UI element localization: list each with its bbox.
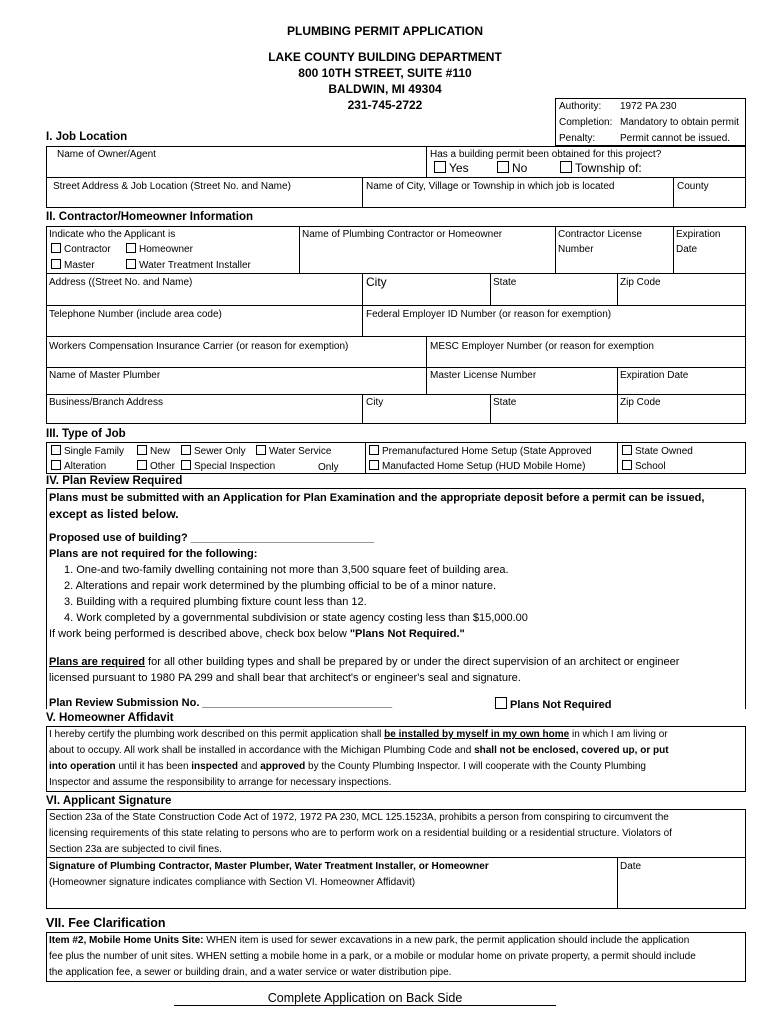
section-6-title: VI. Applicant Signature [46,795,172,807]
county-label: County [677,181,709,192]
township-label: Township of: [575,161,642,175]
signature-note: (Homeowner signature indicates compliance with Section VI. Homeowner Affidavit) [49,877,416,888]
alteration-label: Alteration [64,461,107,472]
master-license-label: Master License Number [430,370,537,381]
homeowner-label: Homeowner [139,244,193,255]
plans-required-text-1: for all other building types and shall be prepared by or under the direct supervision of an architect or engineer [145,656,680,668]
zip-label: Zip Code [620,277,661,288]
section-2-title: II. Contractor/Homeowner Information [46,211,254,223]
new-label: New [150,446,171,457]
department-phone: 231-745-2722 [347,98,423,112]
exemption-item-3: 3. Building with a required plumbing fixture count less than 12. [64,596,367,608]
yes-checkbox[interactable] [434,161,446,173]
other-checkbox[interactable] [137,460,147,470]
fee-line-1: Item #2, Mobile Home Units Site: WHEN item is used for sewer excavations in a new park, the permit application should include the application [49,935,690,946]
exemption-item-2: 2. Alterations and repair work determined by the plumbing official to be of a minor nature. [64,580,497,592]
mesc-label: MESC Employer Number (or reason for exemption [430,341,654,352]
license-label-2: Number [558,244,594,255]
street-address-label: Street Address & Job Location (Street No. and Name) [53,181,291,192]
signature-label: Signature of Plumbing Contractor, Master Plumber, Water Treatment Installer, or Homeowner [49,861,489,872]
exemption-item-4: 4. Work completed by a governmental subdivision or state agency costing less than $15,000.00 [64,612,528,624]
expiration-label-1: Expiration [676,229,721,240]
form-title: PLUMBING PERMIT APPLICATION [287,24,483,38]
no-label: No [512,161,528,175]
branch-city-label: City [366,397,384,408]
prior-permit-question: Has a building permit been obtained for this project? [430,149,662,160]
not-required-heading: Plans are not required for the following: [49,548,258,560]
applicant-type-label: Indicate who the Applicant is [49,229,176,240]
sewer-only-label: Sewer Only [194,446,246,457]
workers-comp-label: Workers Compensation Insurance Carrier (or reason for exemption) [49,341,349,352]
plans-not-required-quote: "Plans Not Required." [349,628,465,640]
yes-label: Yes [449,161,469,175]
telephone-label: Telephone Number (include area code) [49,309,222,320]
school-label: School [635,461,666,472]
state-label: State [493,277,517,288]
completion-label: Completion: [559,117,613,128]
owner-field[interactable] [160,149,420,175]
section-23a-line-3: Section 23a are subjected to civil fines. [49,844,222,855]
fee-line-3: the application fee, a sewer or building drain, and a water service or water distribution pipe. [49,967,452,978]
branch-state-label: State [493,397,517,408]
installed-by-myself: be installed by myself in my own home [384,729,570,740]
master-label: Master [64,260,95,271]
master-expiration-label: Expiration Date [620,370,689,381]
contractor-label: Contractor [64,244,111,255]
contractor-checkbox[interactable] [51,243,61,253]
only-label: Only [318,462,339,473]
if-work-text: If work being performed is described above, check box below [49,628,350,640]
township-checkbox[interactable] [560,161,572,173]
fee-line-2: fee plus the number of unit sites. WHEN setting a mobile home in a park, or a mobile or modular home on private property, a permit should include [49,951,696,962]
fein-label: Federal Employer ID Number (or reason for exemption) [366,309,612,320]
special-inspection-label: Special Inspection [194,461,276,472]
master-checkbox[interactable] [51,259,61,269]
owner-field-label: Name of Owner/Agent [57,149,156,160]
authority-label: Authority: [559,101,602,112]
authority-value: 1972 PA 230 [620,101,677,112]
exemption-item-1: 1. One-and two-family dwelling containing not more than 3,500 square feet of building area. [64,564,509,576]
branch-address-label: Business/Branch Address [49,397,163,408]
water-service-checkbox[interactable] [256,445,266,455]
affidavit-line-1: I hereby certify the plumbing work described on this permit application shall be installed by myself in my own home in which I am living or [49,729,668,740]
premanufactured-label: Premanufactured Home Setup (State Approved [382,446,592,457]
water-treatment-label: Water Treatment Installer [139,260,251,271]
premanufactured-checkbox[interactable] [369,445,379,455]
plans-required-text-2: licensed pursuant to 1980 PA 299 and shall bear that architect's or engineer's seal and signature. [49,672,521,684]
section-23a-line-2: licensing requirements of this state relating to persons who are to perform work on a residential building or a residential structure. Violators of [49,828,672,839]
penalty-label: Penalty: [559,133,596,144]
address-label: Address ((Street No. and Name) [49,277,193,288]
submission-number-label: Plan Review Submission No. _______________________________ [49,697,393,709]
date-field[interactable] [620,874,744,907]
department-address-1: 800 10TH STREET, SUITE #110 [298,66,472,80]
penalty-value: Permit cannot be issued. [620,133,731,144]
affidavit-line-2: about to occupy. All work shall be installed in accordance with the Michigan Plumbing Code and shall not be enclosed, covered up, or put [49,745,669,756]
special-inspection-checkbox[interactable] [181,460,191,470]
section-1-title: I. Job Location [46,131,128,143]
master-plumber-label: Name of Master Plumber [49,370,161,381]
section-3-title: III. Type of Job [46,428,126,440]
signature-field[interactable] [48,890,614,907]
state-owned-label: State Owned [635,446,693,457]
no-checkbox[interactable] [497,161,509,173]
sewer-only-checkbox[interactable] [181,445,191,455]
water-treatment-checkbox[interactable] [126,259,136,269]
license-label-1: Contractor License [558,229,642,240]
alteration-checkbox[interactable] [51,460,61,470]
back-side-note: Complete Application on Back Side [267,991,463,1005]
completion-value: Mandatory to obtain permit [620,117,739,128]
state-owned-checkbox[interactable] [622,445,632,455]
date-label: Date [620,861,642,872]
expiration-label-2: Date [676,244,698,255]
school-checkbox[interactable] [622,460,632,470]
plan-review-intro-1: Plans must be submitted with an Application for Plan Examination and the appropriate deposit before a permit can be issued, [49,492,705,504]
section-7-title: VII. Fee Clarification [46,916,166,930]
affidavit-line-3: into operation until it has been inspected and approved by the County Plumbing Inspector. I will cooperate with the County Plumbing [49,761,646,772]
manufactured-checkbox[interactable] [369,460,379,470]
manufactured-label: Manufacted Home Setup (HUD Mobile Home) [382,461,586,472]
branch-zip-label: Zip Code [620,397,661,408]
plans-are-required: Plans are required [49,656,145,668]
new-checkbox[interactable] [137,445,147,455]
section-4-title: IV. Plan Review Required [46,475,183,487]
department-address-2: BALDWIN, MI 49304 [328,82,442,96]
shall-not-be-enclosed: shall not be enclosed, covered up, or put [474,745,669,756]
plan-review-intro-2: except as listed below. [49,507,179,521]
city-village-label: Name of City, Village or Township in which job is located [366,181,615,192]
department-name: LAKE COUNTY BUILDING DEPARTMENT [268,50,502,64]
fee-lead: Item #2, Mobile Home Units Site: [49,935,204,946]
plans-not-required-label: Plans Not Required [510,699,612,711]
water-service-label: Water Service [269,446,332,457]
proposed-use-label: Proposed use of building? ______________________________ [49,532,375,544]
affidavit-line-4: Inspector and assume the responsibility to arrange for necessary inspections. [49,777,392,788]
homeowner-checkbox[interactable] [126,243,136,253]
other-label: Other [150,461,176,472]
plans-not-required-checkbox[interactable] [495,697,507,709]
section-23a-line-1: Section 23a of the State Construction Code Act of 1972, 1972 PA 230, MCL 125.1523A, prohibits a person from conspiring to circumvent the [49,812,669,823]
contractor-name-label: Name of Plumbing Contractor or Homeowner [302,229,503,240]
section-5-title: V. Homeowner Affidavit [46,712,174,724]
city-label: City [366,275,387,289]
single-family-label: Single Family [64,446,125,457]
single-family-checkbox[interactable] [51,445,61,455]
